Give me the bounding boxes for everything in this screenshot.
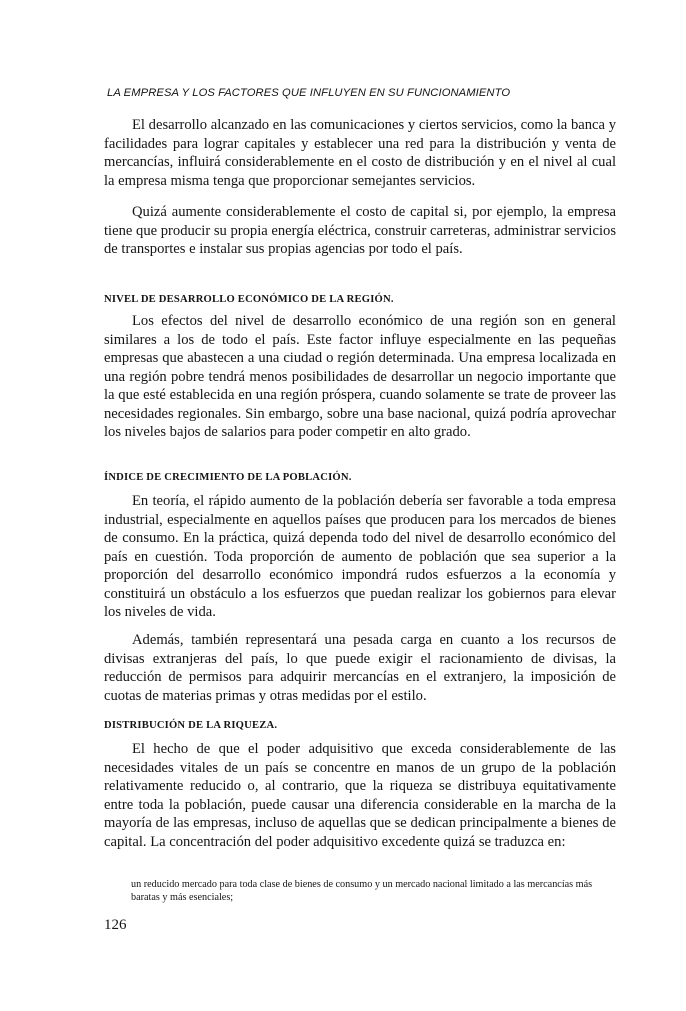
section-heading: DISTRIBUCIÓN DE LA RIQUEZA. xyxy=(104,720,278,731)
paragraph: Quizá aumente considerablemente el costo de capital si, por ejemplo, la empresa tiene que producir su propia energía eléctrica, construir carreteras, administrar servicios de transportes e instalar sus propias agencias por todo el país. xyxy=(104,204,616,257)
paragraph: Además, también representará una pesada carga en cuanto a los recursos de divisas extranjeras del país, lo que puede exigir el racionamiento de divisas, la reducción de permisos para adquirir mercancías en el extranjero, la imposición de cuotas de materias primas y otras medidas por el estilo. xyxy=(104,632,616,704)
section-heading: NIVEL DE DESARROLLO ECONÓMICO DE LA REGIÓN. xyxy=(104,294,394,305)
paragraph: Los efectos del nivel de desarrollo económico de una región son en general similares a los de todo el país. Este factor influye especialmente en las pequeñas empresas que abastecen a una ciudad o región determinada. Una empresa localizada en una región pobre tendrá menos posibilidades de desarrollar un negocio importante que la que esté establecida en una región próspera, cuando solamente se trate de proveer las necesidades regionales. Sin embargo, sobre una base nacional, quizá podría aprovechar los niveles bajos de salarios para poder competir en alto grado. xyxy=(104,313,616,440)
paragraph: El hecho de que el poder adquisitivo que exceda considerablemente de las necesidades vitales de un país se concentre en manos de un grupo de la población relativamente reducido o, al contrario, que la riqueza se distribuya equitativamente entre toda la población, puede causar una diferencia considerable en la marcha de la mayoría de las empresas, incluso de aquellas que se dedican principalmente a bienes de capital. La concentración del poder adquisitivo excedente quizá se traduzca en: xyxy=(104,741,616,850)
paragraph: En teoría, el rápido aumento de la población debería ser favorable a toda empresa industrial, especialmente en aquellos países que producen para los mercados de bienes de consumo. En la práctica, quizá dependa todo del nivel de desarrollo económico del país en cuestión. Toda proporción de aumento de población que sea superior a la proporción del desarrollo económico impondrá rudos esfuerzos a la economía y constituirá un obstáculo a los esfuerzos que puedan realizar los gobiernos para elevar los niveles de vida. xyxy=(104,493,616,620)
section-heading: ÍNDICE DE CRECIMIENTO DE LA POBLACIÓN. xyxy=(104,472,352,483)
running-header: LA EMPRESA Y LOS FACTORES QUE INFLUYEN EN SU FUNCIONAMIENTO xyxy=(107,87,511,99)
list-item: un reducido mercado para toda clase de bienes de consumo y un mercado nacional limitado a las mercancías más baratas y más esenciales; xyxy=(131,879,593,903)
page-number: 126 xyxy=(104,917,127,933)
paragraph: El desarrollo alcanzado en las comunicaciones y ciertos servicios, como la banca y facilidades para lograr capitales y establecer una red para la distribución y venta de mercancías, influirá considerablemente en el costo de distribución y en el nivel al cual la empresa misma tenga que proporcionar semejantes servicios. xyxy=(104,117,616,189)
